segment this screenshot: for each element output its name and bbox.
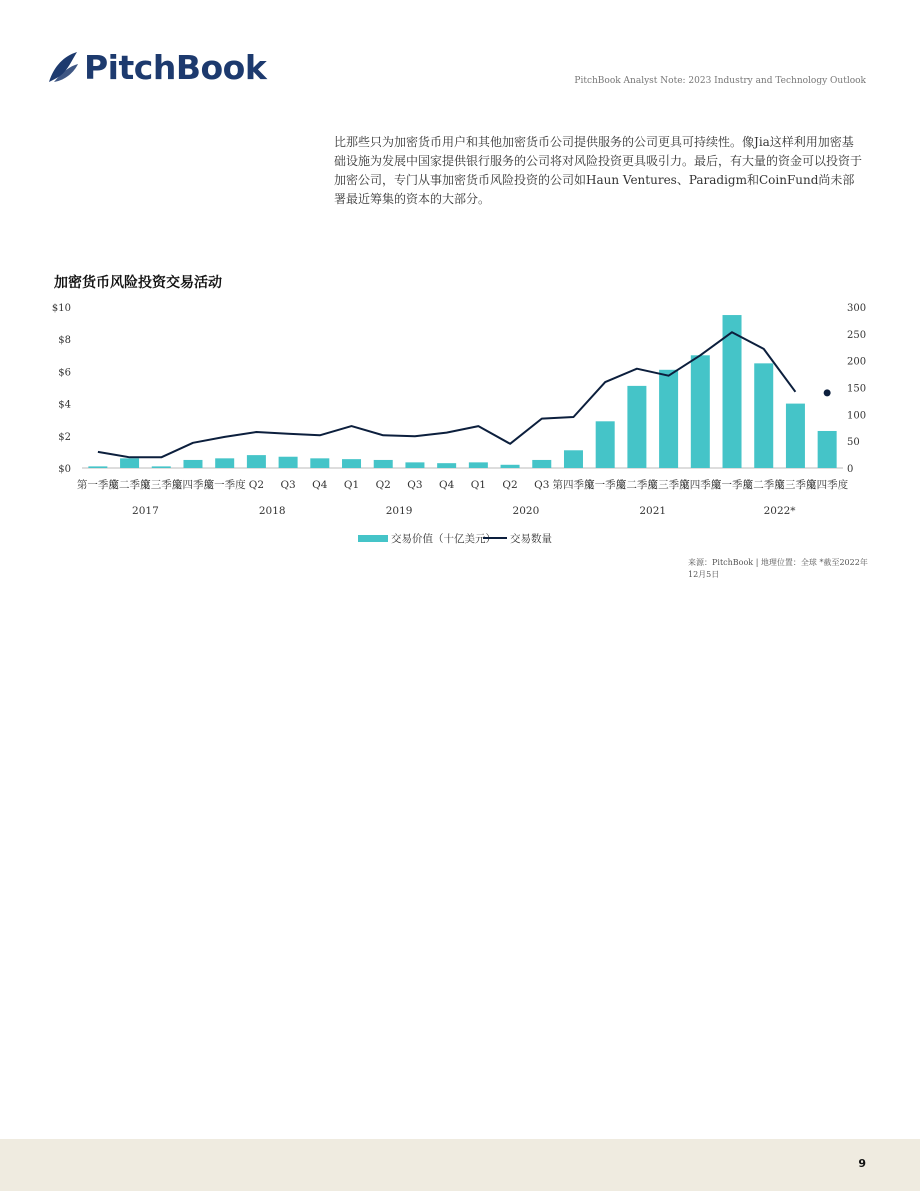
x-tick-label: 第一季度 — [76, 479, 119, 491]
x-tick-label: Q4 — [438, 479, 455, 491]
x-tick-label: 第一季度 — [203, 479, 246, 491]
y-right-tick-label: 150 — [847, 383, 867, 395]
x-tick-label: 第一季度 — [711, 479, 754, 491]
x-year-label: 2017 — [132, 505, 159, 517]
bar-deal-value — [183, 460, 202, 468]
x-tick-label: Q1 — [343, 479, 360, 491]
x-tick-label: 第三季度 — [647, 479, 690, 491]
x-tick-label: 第三季度 — [140, 479, 183, 491]
y-left-tick-label: $8 — [58, 335, 71, 347]
x-tick-label: 第一季度 — [584, 479, 627, 491]
x-tick-label: Q3 — [280, 479, 296, 491]
y-left-tick-label: $4 — [58, 399, 71, 411]
deal-activity-chart — [0, 290, 920, 555]
pitchbook-logo — [46, 47, 267, 87]
bar-deal-value — [437, 463, 456, 468]
line-deal-count — [98, 332, 796, 457]
x-tick-label: Q3 — [534, 479, 550, 491]
legend-label-deal-value: 交易价值（十亿美元） — [391, 533, 496, 545]
y-right-tick-label: 200 — [847, 356, 867, 368]
bar-deal-value — [564, 450, 583, 468]
x-tick-label: Q2 — [502, 479, 518, 491]
y-right-tick-label: 250 — [847, 329, 867, 341]
bar-deal-value — [659, 370, 678, 468]
bar-deal-value — [691, 355, 710, 468]
bar-deal-value — [279, 457, 298, 468]
logo-text: PitchBook — [84, 47, 267, 87]
x-tick-label: 第四季度 — [552, 479, 595, 491]
bar-deal-value — [374, 460, 393, 468]
x-tick-label: 第二季度 — [742, 479, 785, 491]
x-tick-label: 第四季度 — [806, 479, 849, 491]
y-right-tick-label: 50 — [847, 437, 860, 449]
page-footer — [0, 1139, 920, 1191]
x-tick-label: 第二季度 — [108, 479, 151, 491]
bar-deal-value — [310, 458, 329, 468]
legend-label-deal-count: 交易数量 — [510, 533, 552, 545]
x-year-label: 2020 — [512, 505, 540, 517]
bar-deal-value — [596, 421, 615, 468]
x-tick-label: Q3 — [407, 479, 423, 491]
body-paragraph: 比那些只为加密货币用户和其他加密货币公司提供服务的公司更具可持续性。像Jia这样利用加密基础设施为发展中国家提供银行服务的公司将对风险投资更具吸引力。最后，有大量的资金可以投资于加密公司，专门从事加密货币风险投资的公司如Haun Ventures、Paradigm和CoinFund尚未部署最近筹集的资本的大部分。 — [334, 135, 863, 206]
bar-deal-value — [469, 462, 488, 468]
y-left-tick-label: $10 — [51, 303, 71, 314]
x-year-label: 2022* — [763, 505, 796, 517]
y-right-tick-label: 300 — [847, 303, 867, 314]
bar-deal-value — [754, 363, 773, 468]
x-tick-label: Q1 — [470, 479, 487, 491]
legend-swatch-deal-value — [358, 535, 388, 542]
header-note: PitchBook Analyst Note: 2023 Industry and Technology Outlook — [574, 76, 866, 86]
bar-deal-value — [120, 458, 139, 468]
x-year-label: 2019 — [385, 505, 413, 517]
x-tick-label: 第四季度 — [171, 479, 214, 491]
bar-deal-value — [405, 462, 424, 468]
x-tick-label: Q2 — [375, 479, 391, 491]
x-tick-label: 第二季度 — [615, 479, 658, 491]
bar-deal-value — [342, 459, 361, 468]
bar-deal-value — [818, 431, 837, 468]
bar-deal-value — [247, 455, 266, 468]
y-left-tick-label: $0 — [58, 464, 71, 475]
x-tick-label: Q4 — [312, 479, 328, 491]
y-right-tick-label: 0 — [847, 464, 854, 475]
x-tick-label: 第四季度 — [679, 479, 722, 491]
x-tick-label: Q2 — [248, 479, 265, 491]
bar-deal-value — [532, 460, 551, 468]
y-left-tick-label: $6 — [58, 367, 71, 379]
page-number: 9 — [858, 1157, 866, 1170]
bar-deal-value — [88, 466, 107, 468]
x-year-label: 2018 — [258, 505, 286, 517]
chart-title: 加密货币风险投资交易活动 — [54, 275, 222, 291]
y-right-tick-label: 100 — [847, 410, 867, 422]
source-note: 来源：PitchBook | 地理位置：全球 *截至2022年12月5日 — [688, 558, 868, 579]
bar-deal-value — [215, 458, 234, 468]
deal-count-marker — [824, 389, 831, 396]
x-year-label: 2021 — [639, 505, 667, 517]
y-left-tick-label: $2 — [58, 431, 71, 443]
pitchbook-leaf-icon — [46, 50, 80, 84]
bar-deal-value — [786, 404, 805, 468]
bar-deal-value — [152, 466, 171, 468]
bar-deal-value — [627, 386, 646, 468]
x-tick-label: 第三季度 — [774, 479, 817, 491]
bar-deal-value — [501, 465, 520, 468]
